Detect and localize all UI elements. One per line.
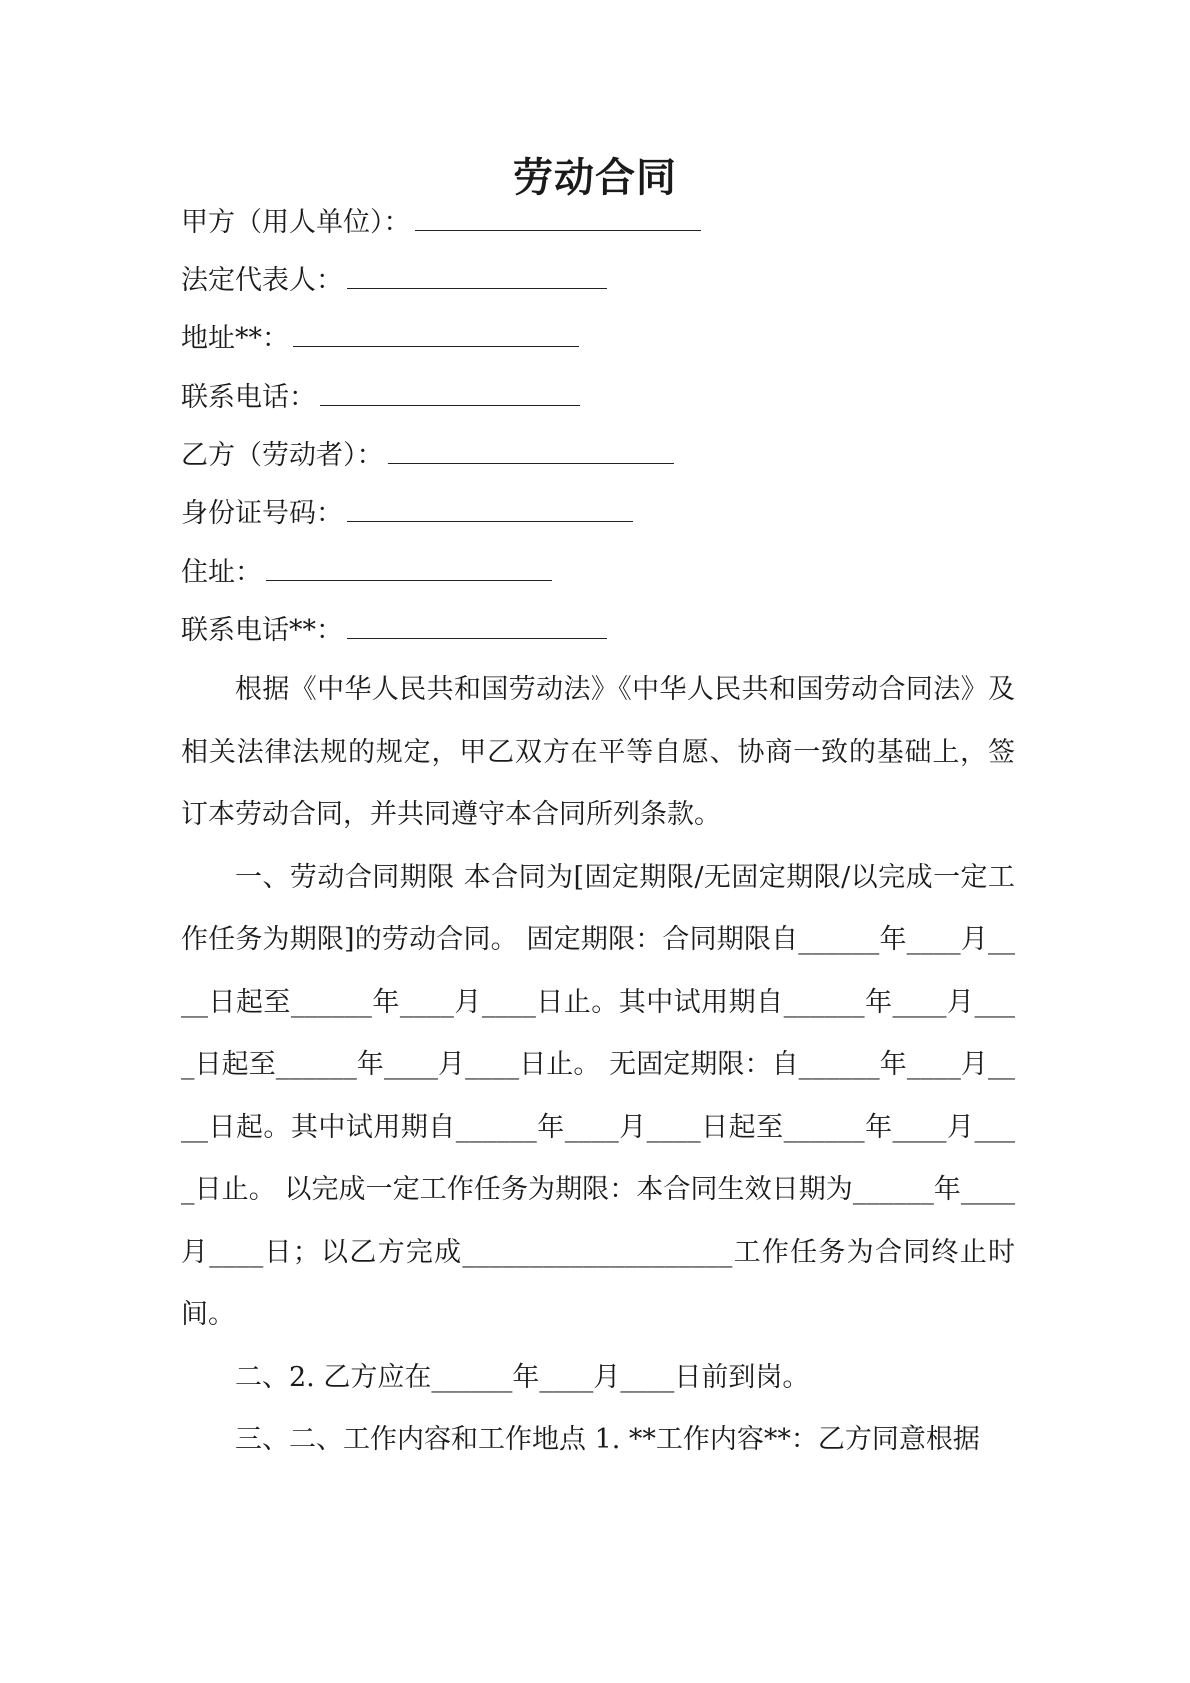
blank-line bbox=[347, 495, 633, 522]
field-label: 地址**： bbox=[181, 323, 289, 354]
id-number-field bbox=[181, 495, 633, 532]
contract-body bbox=[181, 659, 1015, 1472]
field-label: 住址： bbox=[181, 557, 262, 588]
field-label: 乙方（劳动者）： bbox=[181, 440, 384, 471]
party-a-phone-field bbox=[181, 379, 580, 416]
clause-start-date-paragraph: 二、2. 乙方应在______年____月____日前到岗。 bbox=[235, 1361, 810, 1393]
party-b-field bbox=[181, 437, 674, 474]
blank-line bbox=[320, 379, 580, 406]
document-title: 劳动合同 bbox=[513, 154, 677, 201]
field-label: 联系电话**： bbox=[181, 615, 343, 646]
field-label: 法定代表人： bbox=[181, 265, 343, 296]
clause-work-content-paragraph: 三、二、工作内容和工作地点 1. **工作内容**：乙方同意根据 bbox=[235, 1424, 980, 1455]
field-label: 联系电话： bbox=[181, 382, 316, 413]
party-b-address-field bbox=[181, 554, 552, 591]
legal-rep-field bbox=[181, 262, 607, 299]
blank-line bbox=[266, 554, 552, 581]
party-b-phone-field bbox=[181, 612, 607, 649]
blank-line bbox=[293, 320, 579, 347]
party-a-address-field bbox=[181, 320, 579, 357]
field-label: 身份证号码： bbox=[181, 498, 343, 529]
clause-term-paragraph: 一、劳动合同期限 本合同为[固定期限/无固定期限/以完成一定工作任务为期限]的劳动合同。 固定期限：合同期限自______年____月____日起至______年____月____日止。其中试用期自______年____月____日起至______年____月____日止。 无固定期限：自______年____月____日起。其中试用期自______年____月____日起至______年____月____日止。 以完成一定工作任务为期限：本合同生效日期为______年____月____日；以乙方完成____________________工作任务为合同终止时间。 bbox=[181, 861, 1015, 1330]
blank-line bbox=[347, 262, 607, 289]
preamble-paragraph: 根据《中华人民共和国劳动法》《中华人民共和国劳动合同法》及相关法律法规的规定，甲乙双方在平等自愿、协商一致的基础上，签订本劳动合同，并共同遵守本合同所列条款。 bbox=[181, 674, 1015, 830]
blank-line bbox=[347, 612, 607, 639]
blank-line bbox=[388, 437, 674, 464]
party-a-field bbox=[181, 204, 701, 241]
field-label: 甲方（用人单位）： bbox=[181, 207, 411, 238]
blank-line bbox=[415, 204, 701, 231]
